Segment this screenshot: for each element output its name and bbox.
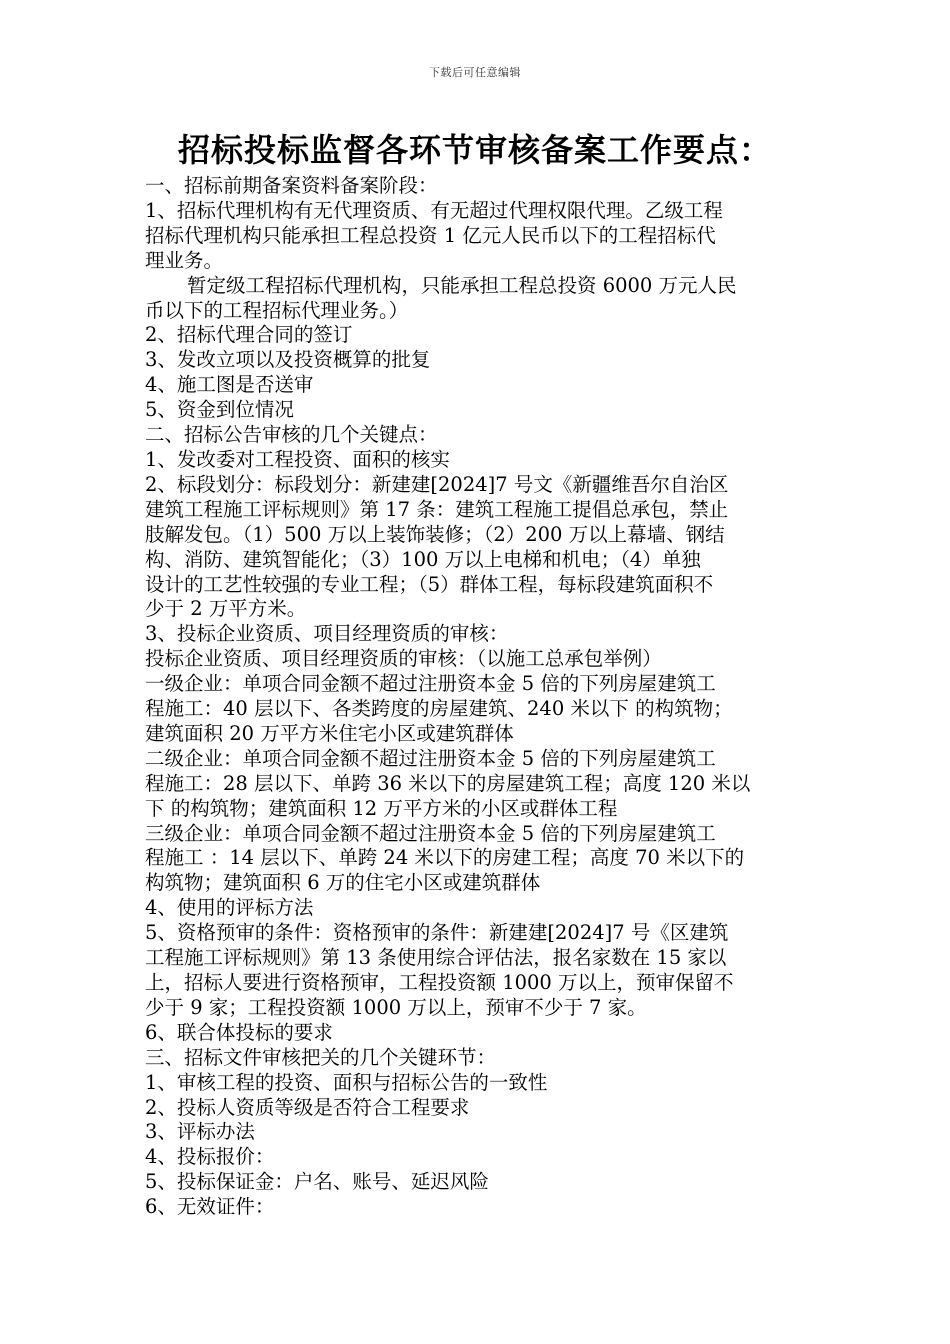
document-body <box>145 174 807 1220</box>
header-note: 下载后可任意编辑 <box>429 66 521 79</box>
body-line: 三、招标文件审核把关的几个关键环节： <box>145 1045 497 1069</box>
body-line: 3、投标企业资质、项目经理资质的审核： <box>145 622 509 646</box>
body-line: 设计的工艺性较强的专业工程；（5）群体工程，每标段建筑面积不 <box>145 572 714 596</box>
body-line: 1、审核工程的投资、面积与招标公告的一致性 <box>145 1070 548 1094</box>
body-line: 构、消防、建筑智能化；（3）100 万以上电梯和机电；（4）单独 <box>145 547 701 571</box>
body-line: 建筑工程施工评标规则》第 17 条：建筑工程施工提倡总承包，禁止 <box>145 497 729 521</box>
body-line: 建筑面积 20 万平方米住宅小区或建筑群体 <box>145 721 514 745</box>
body-line: 一级企业：单项合同金额不超过注册资本金 5 倍的下列房屋建筑工 <box>145 672 716 696</box>
body-line: 3、评标办法 <box>145 1120 255 1144</box>
body-line: 5、投标保证金：户名、账号、延迟风险 <box>145 1170 489 1194</box>
body-line: 6、无效证件： <box>145 1195 275 1219</box>
body-line: 一、招标前期备案资料备案阶段： <box>145 174 438 197</box>
body-line: 1、发改委对工程投资、面积的核实 <box>145 447 450 471</box>
body-line: 2、标段划分：标段划分：新建建[2024]7 号文《新疆维吾尔自治区 <box>145 472 729 496</box>
body-line: 工程施工评标规则》第 13 条使用综合评估法，报名家数在 15 家以 <box>145 946 727 970</box>
body-line: 程施工：28 层以下、单跨 36 米以下的房屋建筑工程；高度 120 米以 <box>145 771 751 795</box>
body-line: 程施工：40 层以下、各类跨度的房屋建筑、240 米以下 的构筑物； <box>145 697 733 721</box>
body-line: 币以下的工程招标代理业务。） <box>145 298 409 322</box>
body-line: 2、招标代理合同的签订 <box>145 323 353 347</box>
document-title: 招标投标监督各环节审核备案工作要点： <box>177 131 772 169</box>
body-line: 5、资格预审的条件：资格预审的条件：新建建[2024]7 号《区建筑 <box>145 921 729 945</box>
body-line: 6、联合体投标的要求 <box>145 1020 333 1044</box>
body-line: 少于 2 万平方米。 <box>145 597 307 621</box>
body-line: 二、招标公告审核的几个关键点： <box>145 423 438 447</box>
body-line: 理业务。 <box>145 248 224 272</box>
body-line: 4、使用的评标方法 <box>145 896 314 920</box>
body-line: 4、投标报价： <box>145 1145 275 1169</box>
body-line: 2、投标人资质等级是否符合工程要求 <box>145 1095 470 1119</box>
body-line: 少于 9 家；工程投资额 1000 万以上，预审不少于 7 家。 <box>145 995 647 1019</box>
body-line: 投标企业资质、项目经理资质的审核：（以施工总承包举例） <box>145 647 662 671</box>
body-line: 构筑物；建筑面积 6 万的住宅小区或建筑群体 <box>145 871 541 895</box>
body-line: 3、发改立项以及投资概算的批复 <box>145 348 431 372</box>
body-line: 下 的构筑物；建筑面积 12 万平方米的小区或群体工程 <box>145 796 618 820</box>
body-line: 二级企业：单项合同金额不超过注册资本金 5 倍的下列房屋建筑工 <box>145 746 716 770</box>
body-line: 暂定级工程招标代理机构，只能承担工程总投资 6000 万元人民 <box>187 273 737 297</box>
body-line: 4、施工图是否送审 <box>145 373 314 397</box>
body-line: 1、招标代理机构有无代理资质、有无超过代理权限代理。乙级工程 <box>145 198 723 222</box>
body-line: 上，招标人要进行资格预审，工程投资额 1000 万以上，预审保留不 <box>145 971 734 994</box>
body-line: 肢解发包。（1）500 万以上装饰装修；（2）200 万以上幕墙、钢结 <box>145 522 725 546</box>
body-line: 招标代理机构只能承担工程总投资 1 亿元人民币以下的工程招标代 <box>145 223 716 247</box>
body-line: 5、资金到位情况 <box>145 398 294 422</box>
body-line: 程施工 ：14 层以下、单跨 24 米以下的房建工程；高度 70 米以下的 <box>145 846 745 870</box>
body-line: 三级企业：单项合同金额不超过注册资本金 5 倍的下列房屋建筑工 <box>145 821 716 845</box>
